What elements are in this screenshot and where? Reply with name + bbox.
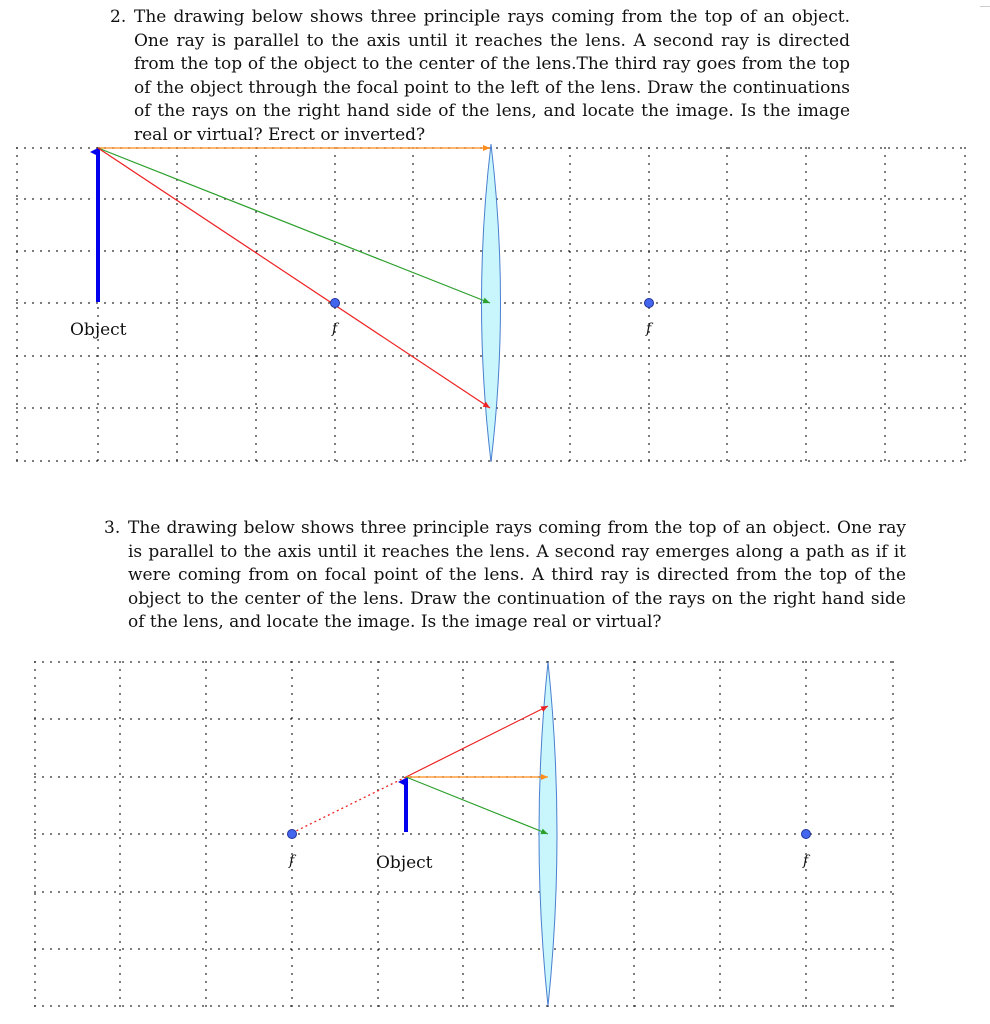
ray-focal bbox=[406, 706, 548, 777]
focal-label-right: f bbox=[646, 321, 652, 337]
ray-diagram-3 bbox=[0, 650, 990, 1024]
focal-label-left: f bbox=[289, 853, 295, 869]
focal-point-left bbox=[288, 830, 297, 839]
ray-focal-extension bbox=[292, 777, 406, 833]
problem-text: The drawing below shows three principle rays coming from the top of an object. One ray is parallel to the axis until it reaches the lens. A second ray is directed from the top of the object to the center of the lens.The third ray goes from the top of the object through the focal point to the left of the lens. Draw the continuations of the rays on the right hand side of the lens, and locate the image. Is the image real or virtual? Erect or inverted? bbox=[134, 7, 850, 145]
focal-point-left bbox=[331, 299, 340, 308]
dot-grid bbox=[34, 661, 894, 1007]
problem-number: 2. bbox=[110, 7, 127, 27]
object-label: Object bbox=[376, 853, 433, 873]
problem-3 bbox=[104, 517, 906, 635]
focal-point-right bbox=[645, 299, 654, 308]
object-label: Object bbox=[70, 320, 127, 340]
focal-label-left: f bbox=[332, 321, 338, 337]
problem-number: 3. bbox=[104, 518, 121, 538]
scrollbar[interactable] bbox=[980, 0, 990, 7]
lens bbox=[482, 144, 501, 462]
focal-label-right: f bbox=[803, 853, 809, 869]
problem-text: The drawing below shows three principle rays coming from the top of an object. One ray is parallel to the axis until it reaches the lens. A second ray emerges along a path as if it were coming from on focal point of the lens. A third ray is directed from the top of the object to the center of the lens. Draw the continuation of the rays on the right hand side of the lens, and locate the image. Is the image real or virtual? bbox=[128, 518, 906, 632]
problem-2 bbox=[110, 6, 850, 147]
ray-center bbox=[406, 777, 548, 834]
ray-diagram-2 bbox=[0, 130, 990, 475]
ray-focal bbox=[98, 148, 490, 408]
focal-point-right bbox=[802, 830, 811, 839]
ray-center bbox=[98, 148, 490, 303]
